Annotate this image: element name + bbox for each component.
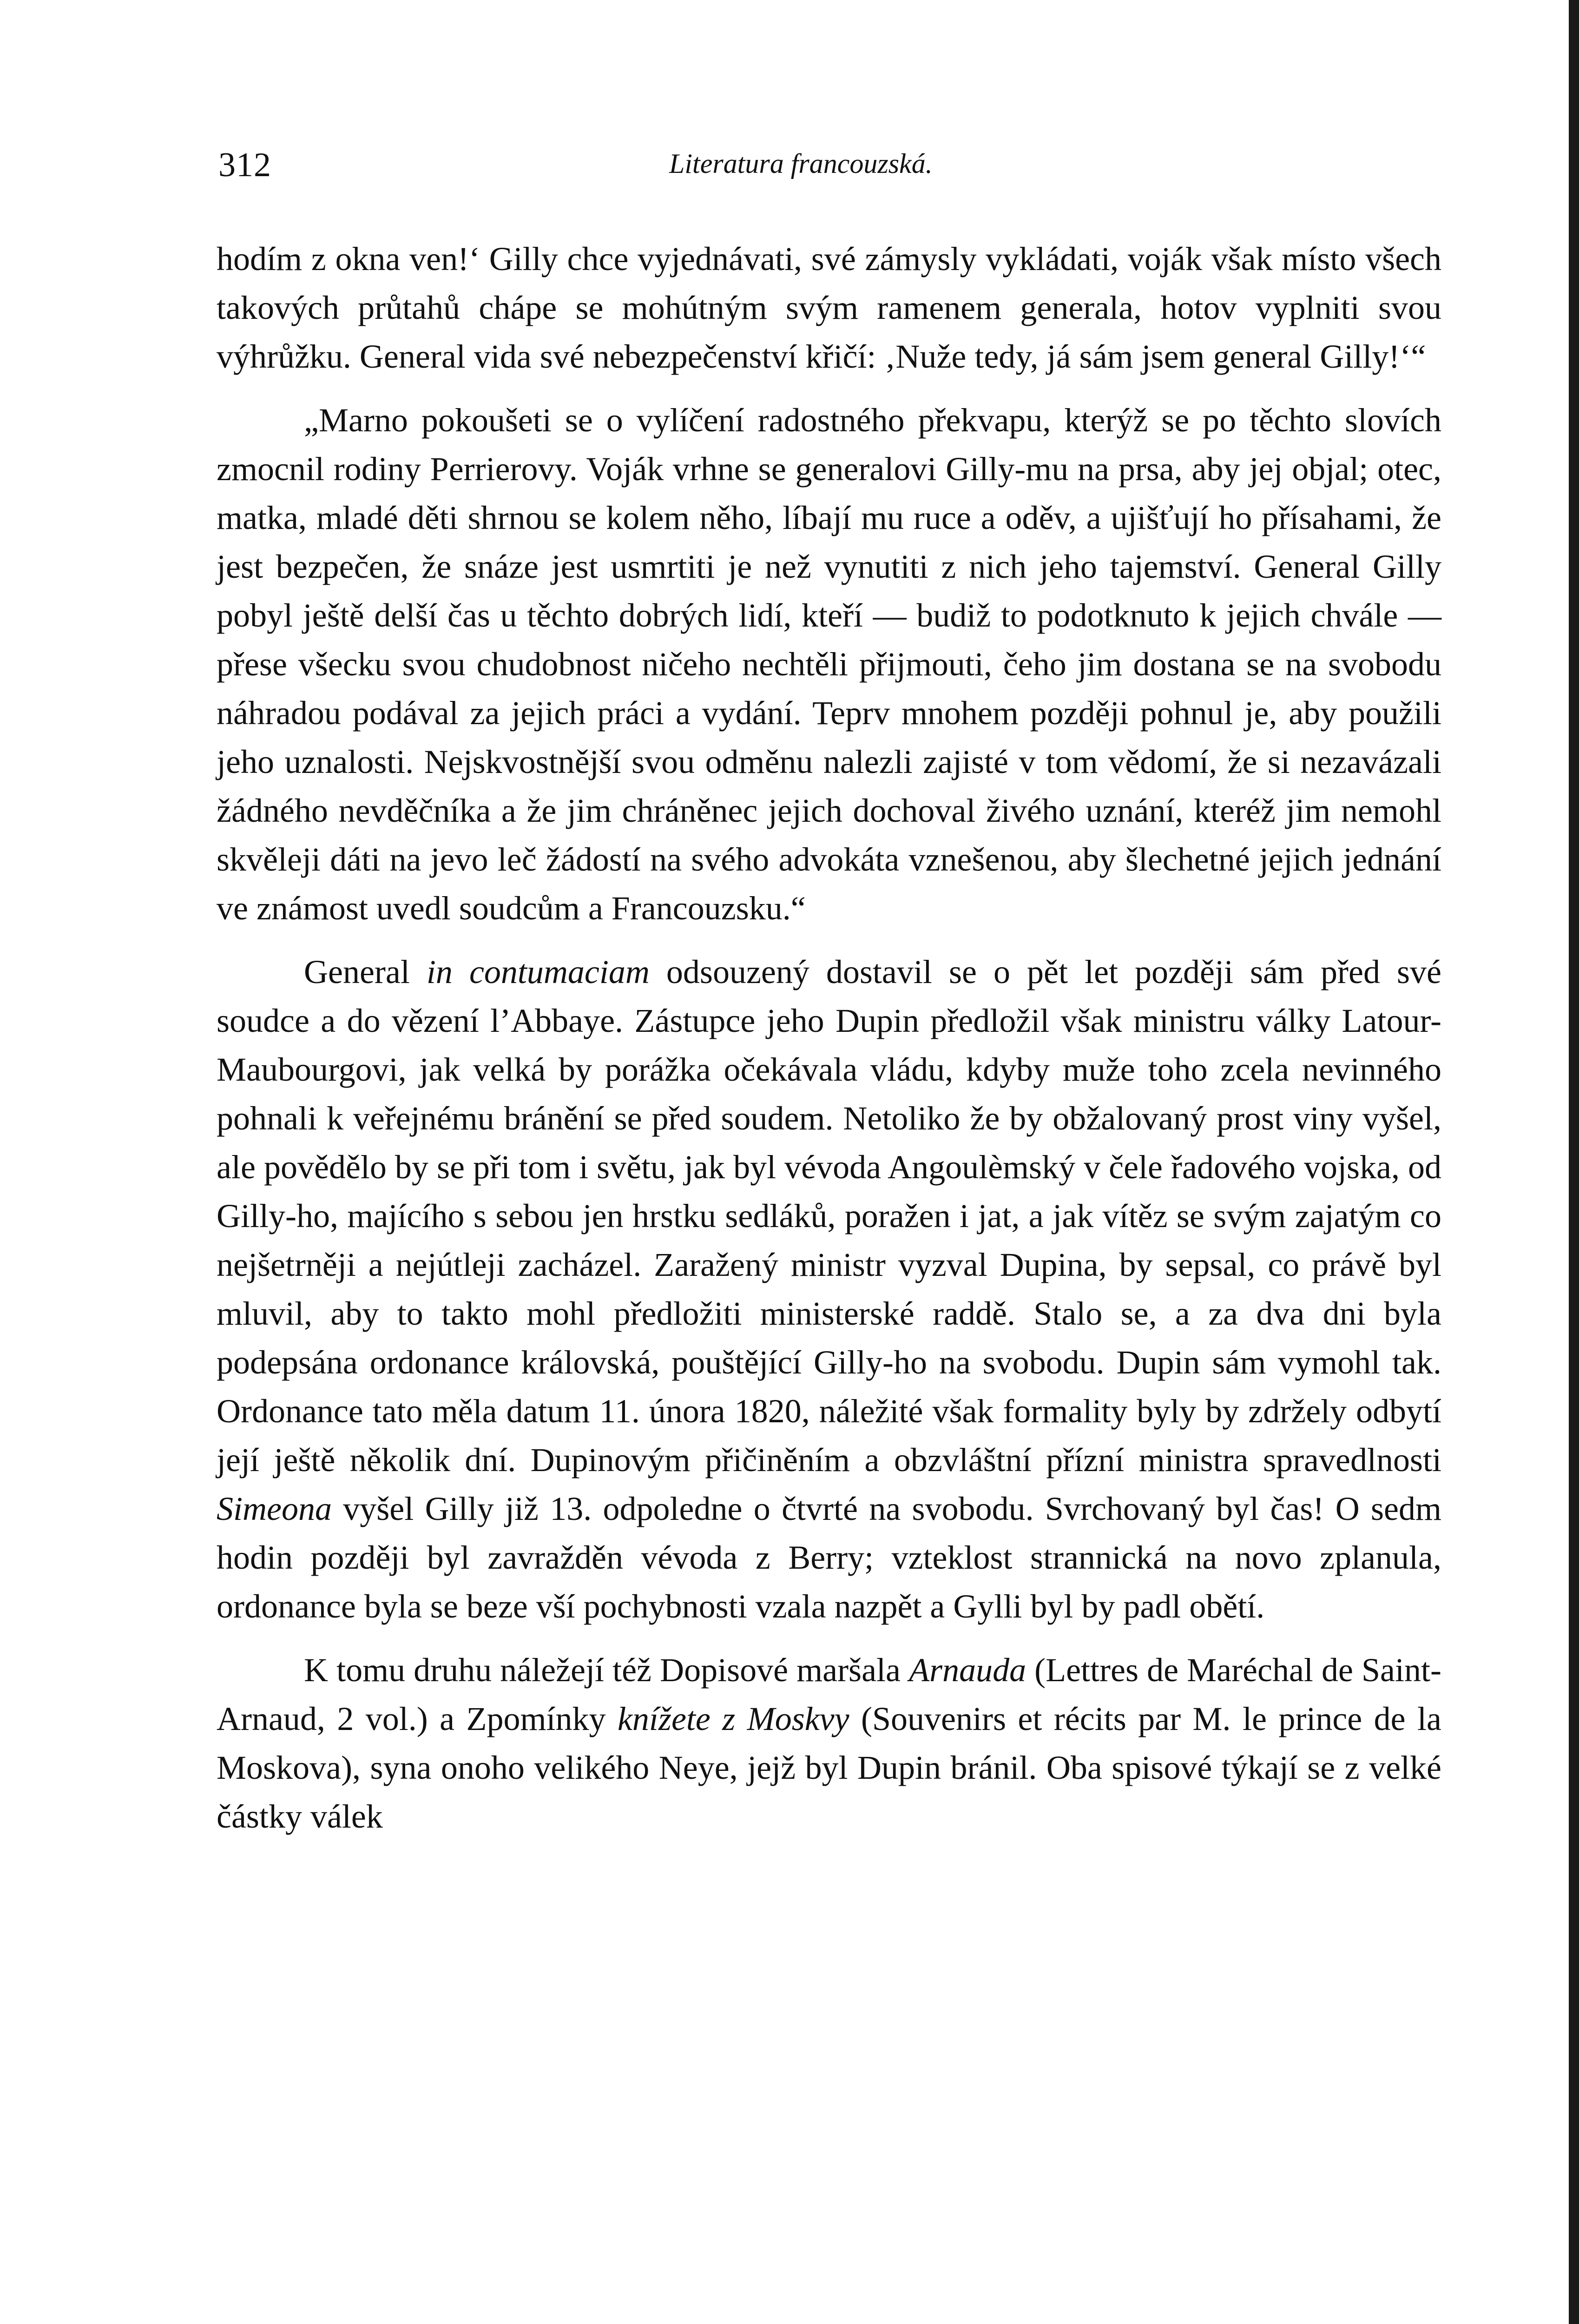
paragraph-3	[217, 948, 1441, 1631]
paragraph-1: hodím z okna ven!‘ Gilly chce vyjednávati, své zámysly vykládati, voják však místo všech takových průtahů chápe se mohútným svým ramenem generala, hotov vyplniti svou výhrůžku. General vida své nebezpečenství křičí: ‚Nuže tedy, já sám jsem general Gilly!‘“	[217, 240, 1441, 375]
paragraph-4-text: (Souvenirs et récits par M. le prince de la Moskova), syna onoho velikého Neye, jejž byl Dupin bránil. Oba spisové týkají se z velké částky válek	[217, 1700, 1441, 1835]
paragraph-3-italic-name: Simeona	[217, 1490, 332, 1527]
paragraph-3-italic: in contumaciam	[426, 953, 650, 990]
paragraph-4-italic-name: Arnauda	[909, 1651, 1026, 1689]
paragraph-3-text: vyšel Gilly již 13. odpoledne o čtvrté na svobodu. Svrchovaný byl čas! O sedm hodin později byl zavražděn vévoda z Berry; vzteklost strannická na novo zplanula, ordonance byla se beze vší pochybnosti vzala nazpět a Gylli byl by padl obětí.	[217, 1490, 1441, 1625]
page-edge-shadow	[1569, 0, 1579, 2324]
paragraph-2: „Marno pokoušeti se o vylíčení radostného překvapu, kterýž se po těchto slovích zmocnil rodiny Perrierovy. Voják vrhne se generalovi Gilly-mu na prsa, aby jej objal; otec, matka, mladé děti shrnou se kolem něho, líbají mu ruce a oděv, a ujišťují ho přísahami, že jest bezpečen, že snáze jest usmrtiti je než vynutiti z nich jeho tajemství. General Gilly pobyl ještě delší čas u těchto dobrých lidí, kteří — budiž to podotknuto k jejich chvále — přese všecku svou chudobnost ničeho nechtěli přijmouti, čeho jim dostana se na svobodu náhradou podával za jejich práci a vydání. Teprv mnohem později pohnul je, aby použili jeho uznalosti. Nejskvostnější svou odměnu nalezli zajisté v tom vědomí, že si nezavázali žádného nevděčníka a že jim chráněnec jejich dochoval živého uznání, kteréž jim nemohl skvěleji dáti na jevo leč žádostí na svého advokáta vznešenou, aby šlechetné jejich jednání ve známost uvedl soudcům a Francouzsku.“	[217, 402, 1441, 927]
paragraph-4-text: (Lettres de Maréchal de Saint-Arnaud, 2 vol.) a Zpomínky	[217, 1651, 1441, 1737]
paragraph-3-text: General	[304, 953, 427, 990]
paragraph-4	[217, 1646, 1441, 1841]
paragraph-4-italic-title: knížete z Moskvy	[617, 1700, 849, 1737]
body-text	[217, 235, 1441, 1841]
page-number: 312	[218, 146, 271, 184]
paragraph-4-text: K tomu druhu náležejí též Dopisové maršala	[304, 1651, 909, 1689]
running-title: Literatura francouzská.	[669, 148, 933, 179]
paragraph-3-text: odsouzený dostavil se o pět let později sám před své soudce a do vězení l’Abbaye. Zástupce jeho Dupin předložil však ministru války Latour-Maubourgovi, jak velká by porážka očekávala vládu, kdyby muže toho zcela nevinného pohnali k veřejnému bránění se před soudem. Netoliko že by obžalovaný prost viny vyšel, ale povědělo by se při tom i světu, jak byl vévoda Angoulèmský v čele řadového vojska, od Gilly-ho, majícího s sebou jen hrstku sedláků, poražen i jat, a jak vítěz se svým zajatým co nejšetrněji a nejútleji zacházel. Zaražený ministr vyzval Dupina, by sepsal, co právě byl mluvil, aby to takto mohl předložiti ministerské raddě. Stalo se, a za dva dni byla podepsána ordonance královská, pouštějící Gilly-ho na svobodu. Dupin sám vymohl tak. Ordonance tato měla datum 11. února 1820, náležité však formality byly by zdržely odbytí její ještě několik dní. Dupinovým přičiněním a obzvláštní přízní ministra spravedlnosti	[217, 953, 1441, 1479]
